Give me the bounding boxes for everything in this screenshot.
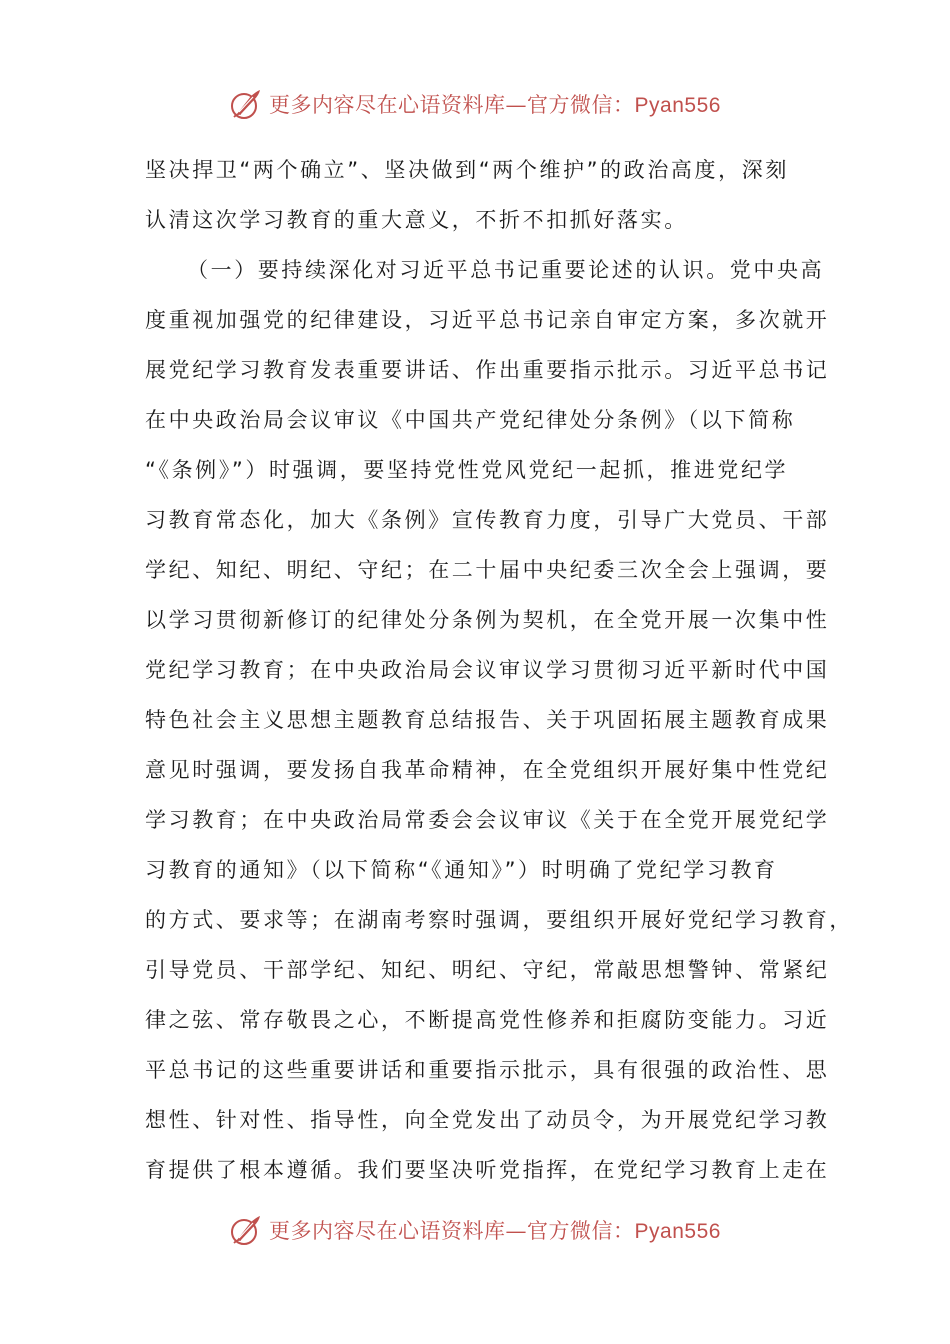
body-line: “《条例》”）时强调，要坚持党性党风党纪一起抓，推进党纪学 [145,458,789,482]
footer-watermark-text [269,1215,721,1245]
body-line: 在中央政治局会议审议《中国共产党纪律处分条例》（以下简称 [145,408,796,432]
body-line: 意见时强调，要发扬自我革命精神，在全党组织开展好集中性党纪 [145,758,830,782]
body-line: 的方式、要求等；在湖南考察时强调，要组织开展好党纪学习教育， [145,908,853,932]
document-body [145,145,853,1195]
body-line: 学习教育；在中央政治局常委会会议审议《关于在全党开展党纪学 [145,808,830,832]
footer-watermark [0,1208,950,1252]
body-line: 引导党员、干部学纪、知纪、明纪、守纪，常敲思想警钟、常紧纪 [145,958,830,982]
header-watermark-wechat-id: Pyan556 [634,94,721,117]
body-line: 想性、针对性、指导性，向全党发出了动员令，为开展党纪学习教 [145,1108,830,1132]
header-watermark-inner [229,87,721,121]
header-watermark [0,82,950,126]
body-line: 特色社会主义思想主题教育总结报告、关于巩固拓展主题教育成果 [145,708,830,732]
body-line: 度重视加强党的纪律建设，习近平总书记亲自审定方案，多次就开 [145,308,830,332]
footer-watermark-inner [229,1213,721,1247]
body-line: 平总书记的这些重要讲话和重要指示批示，具有很强的政治性、思 [145,1058,830,1082]
body-line: 认清这次学习教育的重大意义，不折不扣抓好落实。 [145,208,688,232]
quill-pen-logo-icon [229,87,263,121]
body-line: 党纪学习教育；在中央政治局会议审议学习贯彻习近平新时代中国 [145,658,830,682]
header-watermark-text [269,89,721,119]
header-watermark-label: 更多内容尽在心语资料库—官方微信： [269,93,635,117]
body-line: 习教育常态化，加大《条例》宣传教育力度，引导广大党员、干部 [145,508,830,532]
body-line-paragraph-start: （一）要持续深化对习近平总书记重要论述的认识。党中央高 [187,258,825,282]
body-line: 学纪、知纪、明纪、守纪；在二十届中央纪委三次全会上强调，要 [145,558,830,582]
body-line: 习教育的通知》（以下简称“《通知》”）时明确了党纪学习教育 [145,858,778,882]
body-line: 以学习贯彻新修订的纪律处分条例为契机，在全党开展一次集中性 [145,608,830,632]
body-line: 育提供了根本遵循。我们要坚决听党指挥，在党纪学习教育上走在 [145,1158,830,1182]
footer-watermark-label: 更多内容尽在心语资料库—官方微信： [269,1219,635,1243]
body-line: 坚决捍卫“两个确立”、坚决做到“两个维护”的政治高度，深刻 [145,158,789,182]
footer-watermark-wechat-id: Pyan556 [634,1220,721,1243]
quill-pen-logo-icon [229,1213,263,1247]
body-line: 展党纪学习教育发表重要讲话、作出重要指示批示。习近平总书记 [145,358,830,382]
body-line: 律之弦、常存敬畏之心，不断提高党性修养和拒腐防变能力。习近 [145,1008,830,1032]
